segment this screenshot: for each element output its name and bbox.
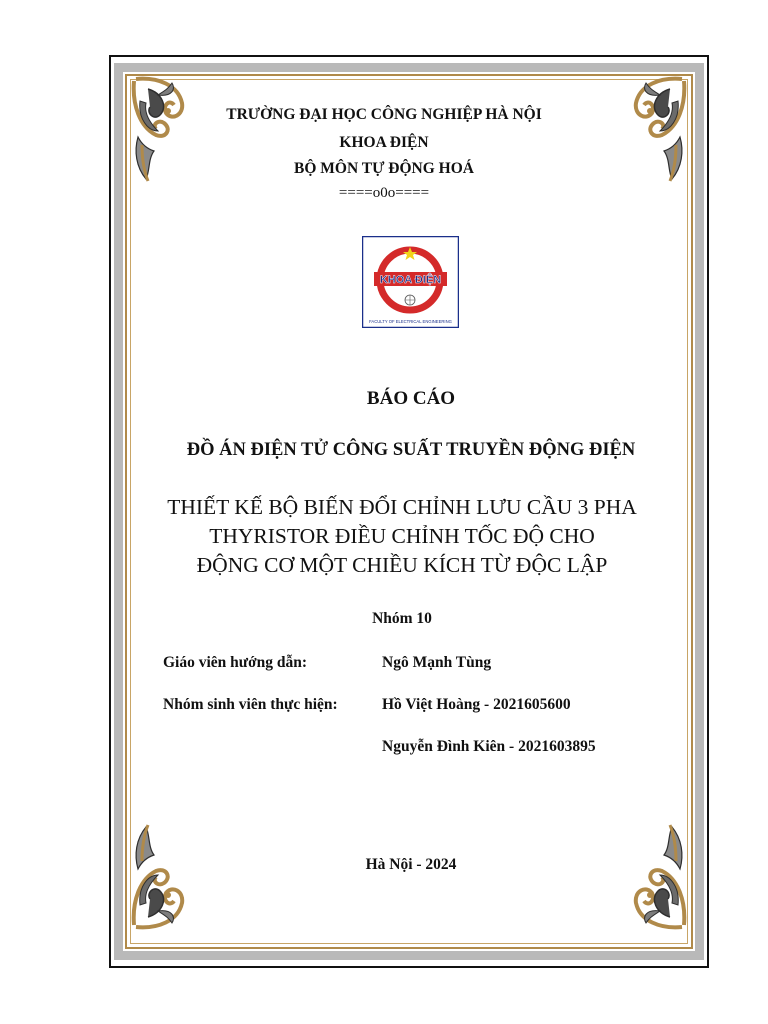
place-date: Hà Nội - 2024 [365, 856, 457, 873]
faculty-logo [362, 236, 459, 328]
faculty-name: KHOA ĐIỆN [339, 134, 429, 151]
supervisor-label: Giáo viên hướng dẫn: [163, 654, 308, 671]
report-type: BÁO CÁO [366, 388, 456, 409]
logo-main-text: KHOA ĐIỆN [379, 274, 442, 286]
separator-line: ====o0o==== [338, 185, 430, 201]
department-name: BỘ MÔN TỰ ĐỘNG HOÁ [294, 160, 474, 177]
university-name: TRƯỜNG ĐẠI HỌC CÔNG NGHIỆP HÀ NỘI [226, 106, 542, 123]
logo-bottom-text: FACULTY OF ELECTRICAL ENGINEERING [369, 319, 452, 324]
student-entry: Nguyễn Đình Kiên - 2021603895 [382, 738, 596, 755]
supervisor-name: Ngô Mạnh Tùng [382, 654, 492, 671]
thesis-title-line: THYRISTOR ĐIỀU CHỈNH TỐC ĐỘ CHO [209, 524, 595, 548]
students-label: Nhóm sinh viên thực hiện: [163, 696, 338, 713]
student-entry: Hồ Việt Hoàng - 2021605600 [382, 696, 571, 713]
thesis-title [18, 493, 768, 580]
project-name: ĐỒ ÁN ĐIỆN TỬ CÔNG SUẤT TRUYỀN ĐỘNG ĐIỆN [186, 440, 636, 460]
thesis-title-line: THIẾT KẾ BỘ BIẾN ĐỔI CHỈNH LƯU CẦU 3 PHA [167, 495, 637, 519]
group-number: Nhóm 10 [372, 610, 432, 627]
thesis-title-line: ĐỘNG CƠ MỘT CHIỀU KÍCH TỪ ĐỘC LẬP [196, 553, 608, 577]
